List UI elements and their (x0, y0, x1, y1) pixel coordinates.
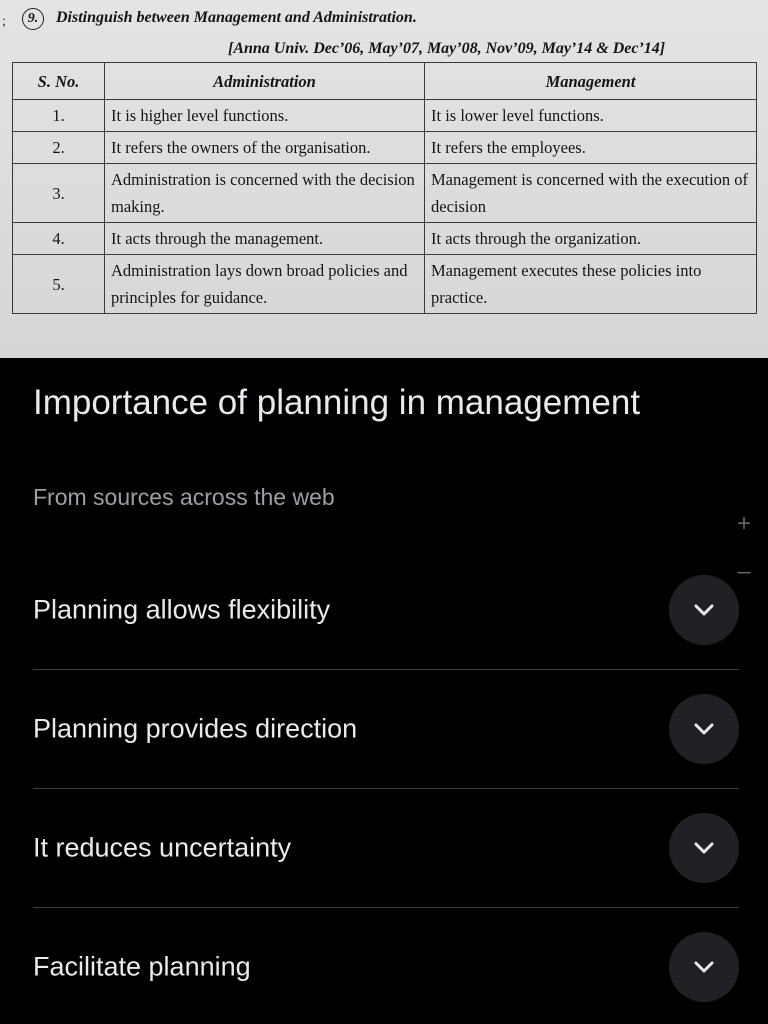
cell-administration: Administration is concerned with the decision making. (105, 164, 425, 223)
cell-management: It refers the employees. (425, 132, 757, 164)
cell-management: Management executes these policies into practice. (425, 255, 757, 314)
comparison-table (12, 62, 757, 314)
accordion-item-facilitate[interactable] (33, 917, 739, 1017)
cell-sno: 3. (13, 164, 105, 223)
cell-management: It acts through the organization. (425, 223, 757, 255)
chevron-down-icon (693, 841, 715, 855)
accordion-label: Planning provides direction (33, 713, 358, 744)
divider (33, 788, 739, 789)
cell-management: It is lower level functions. (425, 100, 757, 132)
expand-button[interactable] (669, 932, 739, 1002)
cell-administration: It refers the owners of the organisation. (105, 132, 425, 164)
accordion-item-flexibility[interactable] (33, 560, 739, 660)
header-sno: S. No. (13, 63, 105, 100)
cell-sno: 5. (13, 255, 105, 314)
chevron-down-icon (693, 960, 715, 974)
answer-panel (0, 358, 768, 1024)
exam-reference: [Anna Univ. Dec’06, May’07, May’08, Nov’09, May’14 & Dec’14] (228, 40, 666, 57)
zoom-out-button[interactable]: – (737, 558, 751, 585)
accordion-item-uncertainty[interactable] (33, 798, 739, 898)
table-row (13, 223, 757, 255)
cell-administration: It acts through the management. (105, 223, 425, 255)
cell-sno: 4. (13, 223, 105, 255)
table-row (13, 132, 757, 164)
expand-button[interactable] (669, 813, 739, 883)
divider (33, 669, 739, 670)
panel-subtitle: From sources across the web (33, 484, 335, 510)
expand-button[interactable] (669, 694, 739, 764)
accordion-label: Facilitate planning (33, 951, 251, 982)
chevron-down-icon (693, 603, 715, 617)
question-text: Distinguish between Management and Administration. (56, 9, 417, 26)
cell-sno: 1. (13, 100, 105, 132)
textbook-photo (0, 0, 768, 358)
margin-mark: ; (2, 14, 6, 29)
accordion-item-direction[interactable] (33, 679, 739, 779)
zoom-in-button[interactable]: + (736, 510, 751, 537)
question-number: 9. (22, 8, 44, 30)
panel-title: Importance of planning in management (33, 383, 641, 422)
expand-button[interactable] (669, 575, 739, 645)
table-row (13, 164, 757, 223)
cell-administration: It is higher level functions. (105, 100, 425, 132)
question-line (22, 8, 417, 30)
chevron-down-icon (693, 722, 715, 736)
table-header-row (13, 63, 757, 100)
accordion-label: It reduces uncertainty (33, 832, 292, 863)
table-row (13, 255, 757, 314)
cell-administration: Administration lays down broad policies and principles for guidance. (105, 255, 425, 314)
accordion-label: Planning allows flexibility (33, 594, 331, 625)
divider (33, 907, 739, 908)
header-management: Management (425, 63, 757, 100)
cell-management: Management is concerned with the execution of decision (425, 164, 757, 223)
cell-sno: 2. (13, 132, 105, 164)
table-row (13, 100, 757, 132)
header-administration: Administration (105, 63, 425, 100)
